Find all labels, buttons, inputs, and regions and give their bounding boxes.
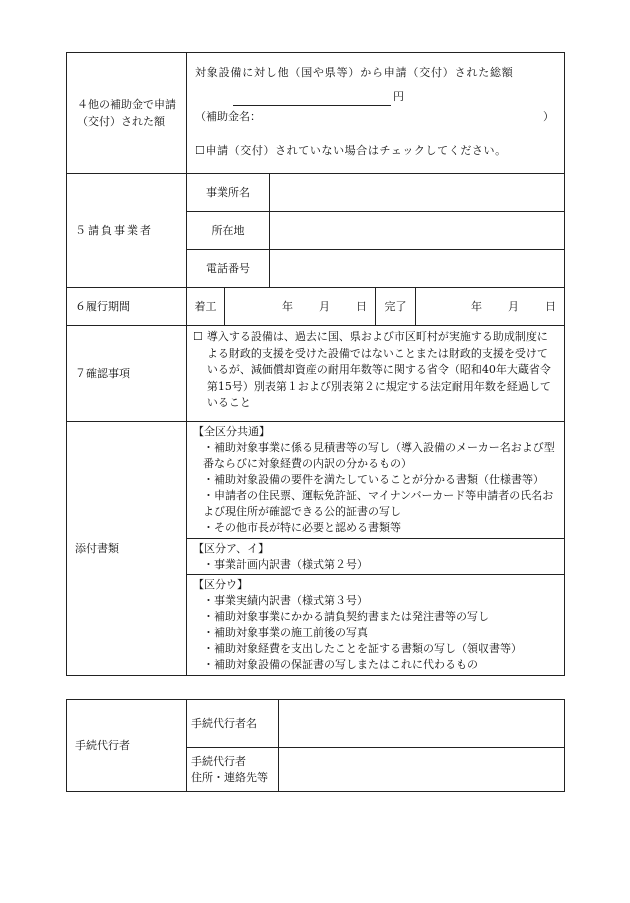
agent-name-input[interactable] xyxy=(279,700,565,748)
agent-address-label-line2: 住所・連絡先等 xyxy=(191,770,268,784)
label-agent: 手続代行者 xyxy=(67,700,187,792)
end-month-unit: 月 xyxy=(508,299,520,313)
label-contractor: ５請負事業者 xyxy=(67,174,187,288)
start-label: 着工 xyxy=(187,288,225,326)
attachment-group-common xyxy=(187,422,564,539)
agent-address-label xyxy=(187,748,279,792)
confirmation-content xyxy=(187,326,565,422)
subsidy-name-close: ） xyxy=(543,110,555,123)
row-period xyxy=(67,288,565,326)
attachment-item: ・補助対象設備の保証書の写しまたはこれに代わるもの xyxy=(203,658,478,672)
yen-label: 円 xyxy=(393,90,404,103)
end-year-unit: 年 xyxy=(471,299,483,313)
attachment-item: ・事業計画内訳書（様式第２号） xyxy=(203,557,368,571)
subsidy-name-field[interactable] xyxy=(283,109,543,125)
other-subsidy-content xyxy=(187,53,565,174)
agent-address-input[interactable] xyxy=(279,748,565,792)
attachment-item: ・補助対象事業にかかる請負契約書または発注書等の写し xyxy=(203,610,489,624)
attachment-item: ・補助対象事業の施工前後の写真 xyxy=(203,626,368,640)
row-contractor-1 xyxy=(67,174,565,212)
application-form-table xyxy=(66,52,565,676)
label-confirmation: ７確認事項 xyxy=(67,326,187,422)
row-agent-name xyxy=(67,700,565,748)
attachment-item: ・補助対象設備の要件を満たしていることが分かる書類（仕様書等） xyxy=(203,472,544,486)
not-applied-checkbox[interactable]: ☐ xyxy=(195,144,206,157)
office-name-input[interactable] xyxy=(270,174,565,212)
attachment-item: ・事業実績内訳書（様式第３号） xyxy=(203,594,368,608)
end-label: 完了 xyxy=(376,288,416,326)
attachment-group-title: 【区分ウ】 xyxy=(193,578,248,592)
attachment-group-title: 【区分ア、イ】 xyxy=(193,541,270,555)
end-day-unit: 日 xyxy=(545,299,557,313)
label-period: ６履行期間 xyxy=(67,288,187,326)
confirmation-checkbox[interactable]: ☐ xyxy=(193,330,203,343)
confirmation-text: 導入する設備は、過去に国、県および市区町村が実施する助成制度による財政的支援を受けた設備ではないことまたは財政的支援を受けているが、減価償却資産の耐用年数等に関する省令（昭和40年大蔵省令第15号）別表第１および別表第２に規定する法定耐用年数を経過していること xyxy=(206,330,551,409)
attachment-group-title: 【全区分共通】 xyxy=(193,425,270,438)
label-attachments: 添付書類 xyxy=(67,422,187,676)
field-label-address: 所在地 xyxy=(187,212,270,250)
start-day-unit: 日 xyxy=(356,299,367,313)
row-attachments xyxy=(67,422,565,676)
label-other-subsidy: ４他の補助金で申請（交付）された額 xyxy=(67,53,187,174)
start-month-unit: 月 xyxy=(319,299,330,313)
agent-table xyxy=(66,699,565,792)
field-label-office-name: 事業所名 xyxy=(187,174,270,212)
phone-input[interactable] xyxy=(270,250,565,288)
total-amount-line: 対象設備に対し他（国や県等）から申請（交付）された総額 xyxy=(195,66,514,79)
row-confirmation xyxy=(67,326,565,422)
start-date-input[interactable] xyxy=(225,288,376,326)
agent-name-label: 手続代行者名 xyxy=(187,700,279,748)
attachment-group-a-i xyxy=(187,539,564,576)
attachment-item: ・申請者の住民票、運転免許証、マイナンバーカード等申請者の氏名および現住所が確認できる公的証書の写し xyxy=(203,488,554,518)
attachments-content xyxy=(187,422,565,676)
field-label-phone: 電話番号 xyxy=(187,250,270,288)
attachment-item: ・その他市長が特に必要と認める書類等 xyxy=(203,520,401,534)
not-applied-text: 申請（交付）されていない場合はチェックしてください。 xyxy=(205,144,507,157)
start-year-unit: 年 xyxy=(282,299,293,313)
attachment-item: ・補助対象事業に係る見積書等の写し（導入設備のメーカー名および型番ならびに対象経費の内訳の分かるもの） xyxy=(203,440,555,470)
end-date-input[interactable] xyxy=(416,288,565,326)
attachment-group-u xyxy=(187,575,564,675)
subsidy-name-label: （補助金名： xyxy=(195,110,261,123)
agent-address-label-line1: 手続代行者 xyxy=(191,755,246,769)
row-other-subsidy xyxy=(67,53,565,174)
attachment-item: ・補助対象経費を支出したことを証する書類の写し（領収書等） xyxy=(203,642,522,656)
address-input[interactable] xyxy=(270,212,565,250)
amount-field[interactable] xyxy=(233,91,391,106)
